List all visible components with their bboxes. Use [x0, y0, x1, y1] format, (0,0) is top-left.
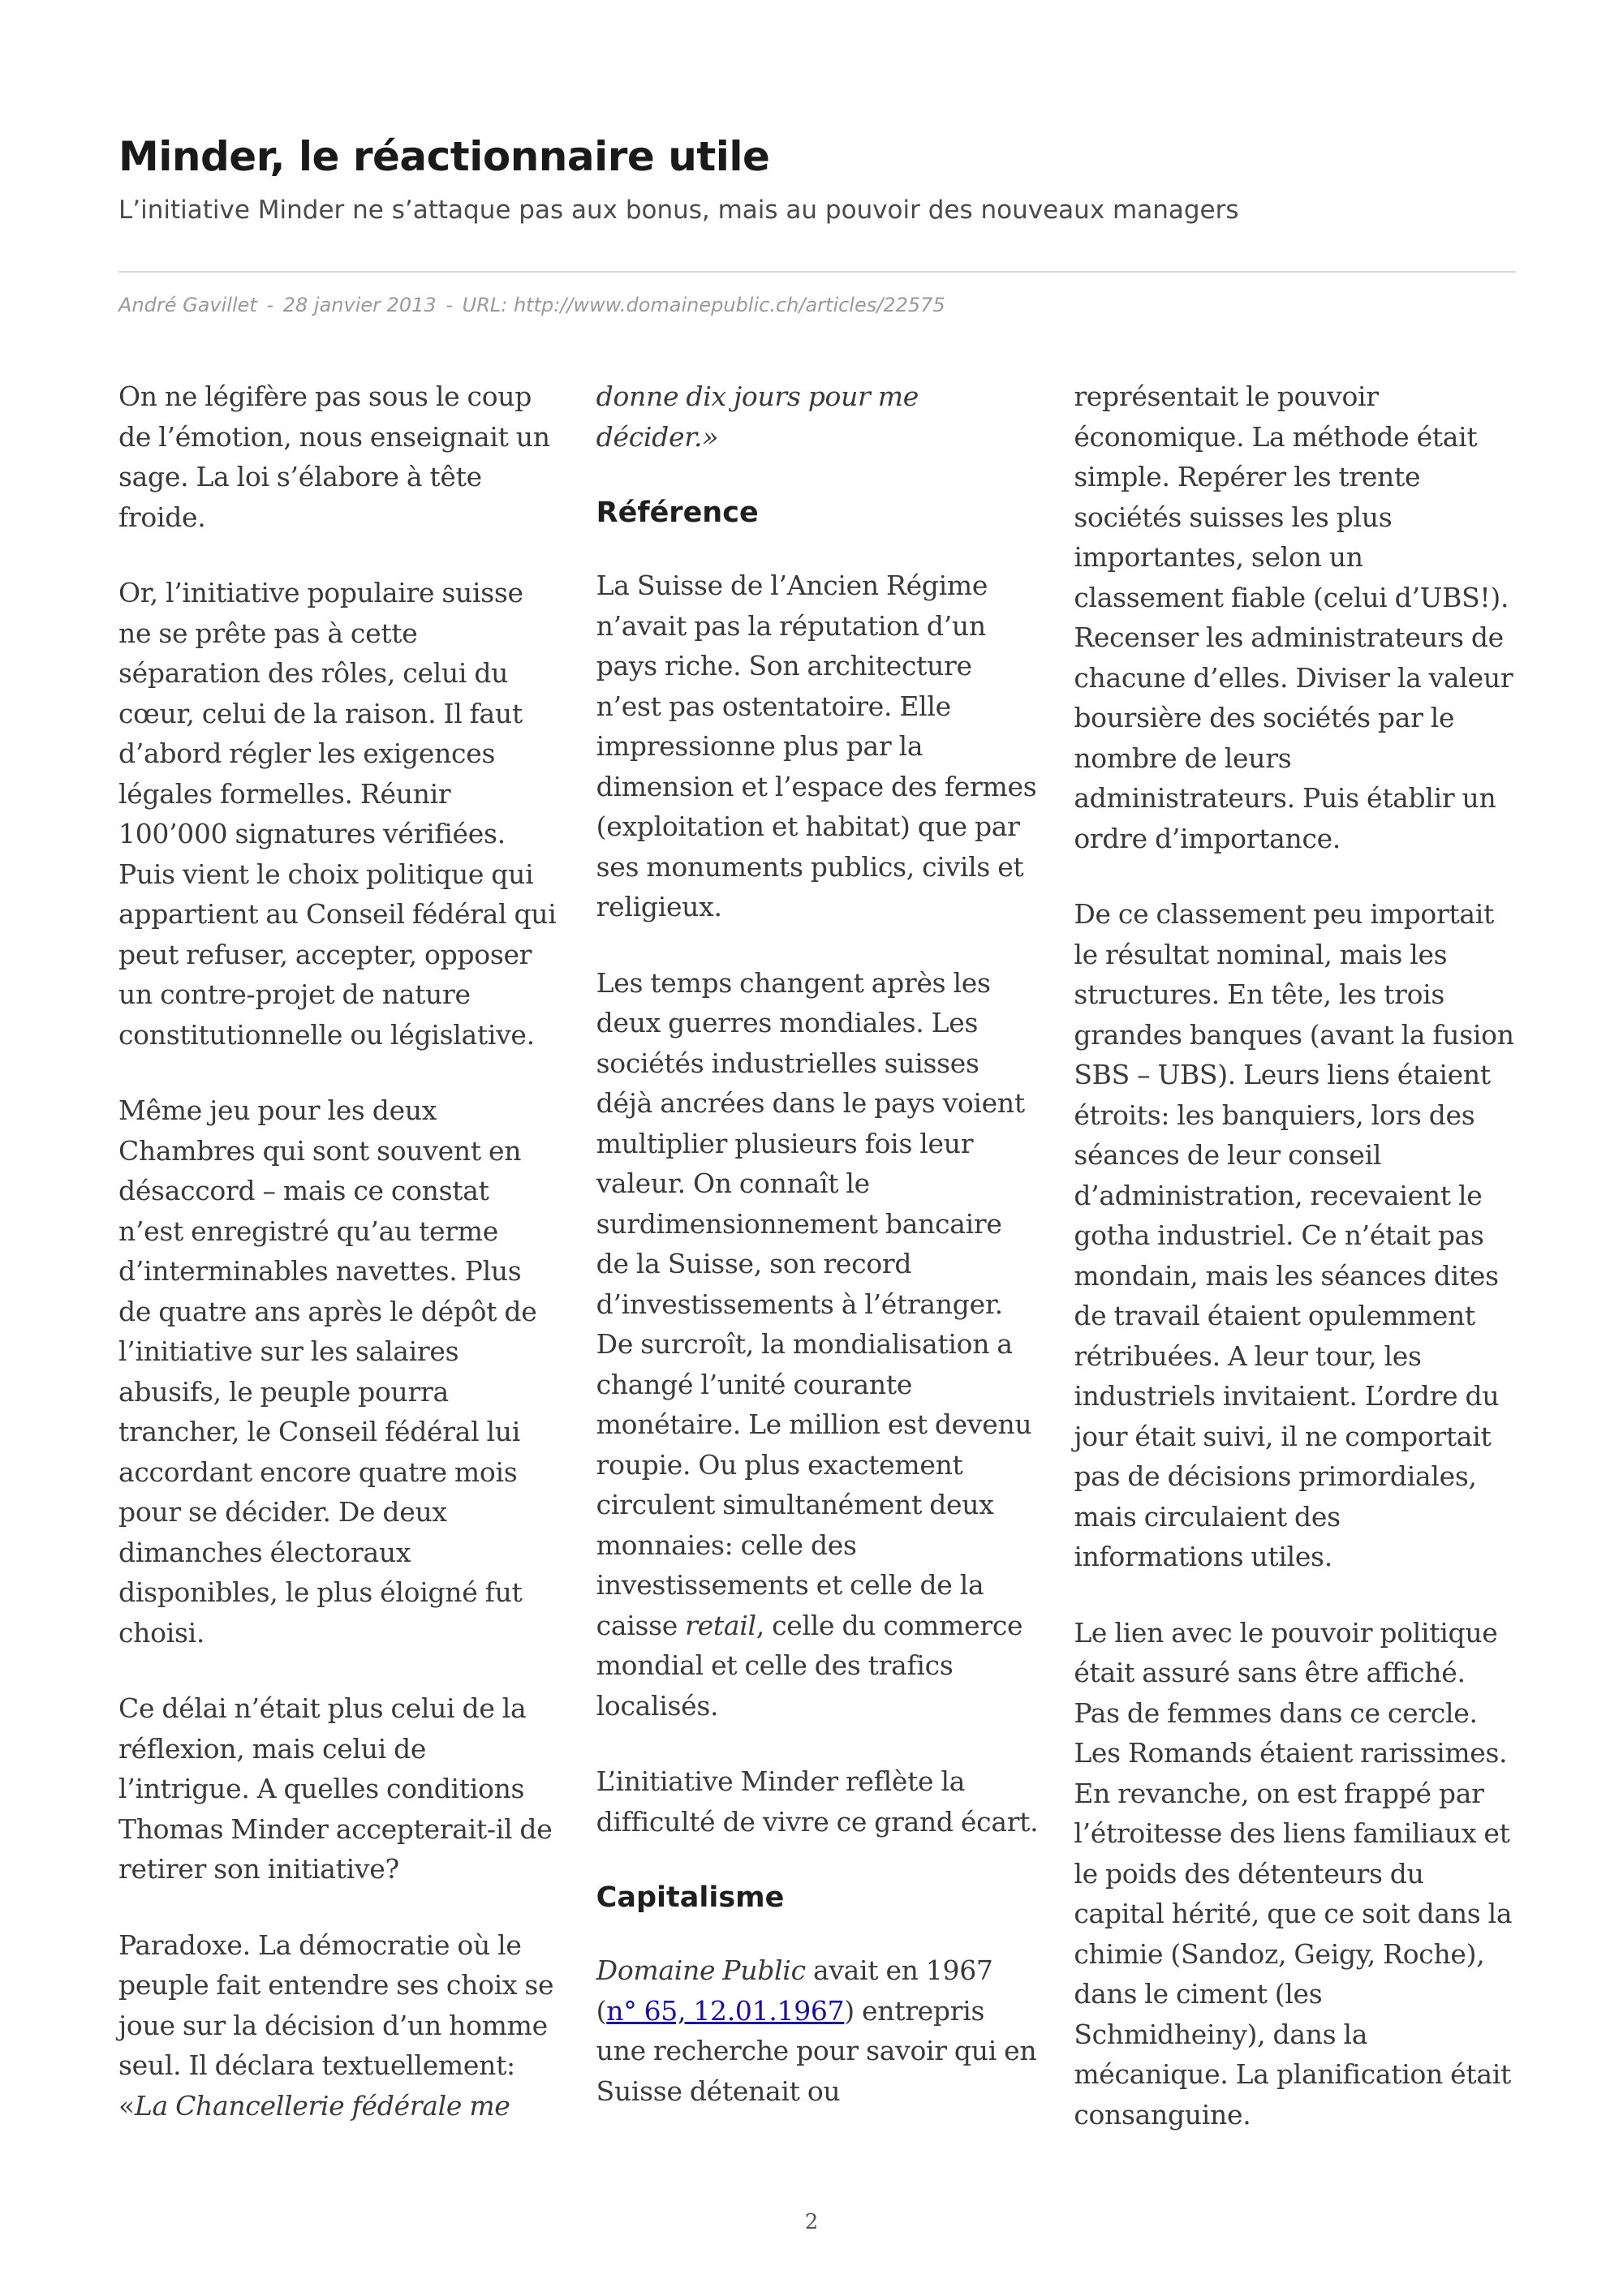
- meta-date: 28 janvier 2013: [282, 294, 437, 316]
- heading-reference: Référence: [596, 497, 759, 529]
- paragraph-3: Même jeu pour les deux Chambres qui sont souvent en désaccord – mais ce constat n’est enregistré qu’au terme d’interminables navettes. Plus de quatre ans après le dépôt de l’initiative sur les salaires abusifs, le peuple pourra trancher, le Conseil fédéral lui accordant encore quatre mois pour se décider. De deux dimanches électoraux disponibles, le plus éloigné fut choisi.: [118, 1094, 537, 1649]
- paragraph-6: La Suisse de l’Ancien Régime n’avait pas la réputation d’un pays riche. Son architecture n’est pas ostentatoire. Elle impressionne plus par la dimension et l’espace des fermes (exploitation et habitat) que par ses monuments publics, civils et religieux.: [596, 570, 1037, 922]
- paragraph-9: [596, 1950, 1039, 2111]
- article-subtitle: L’initiative Minder ne s’attaque pas aux bonus, mais au pouvoir des nouveaux managers: [118, 196, 1239, 225]
- paragraph-7-end: , celle du commerce mondial et celle des trafics localisés.: [596, 1609, 1023, 1722]
- page-number: 2: [804, 2210, 819, 2234]
- paragraph-9-cont: ) entrepris une recherche pour savoir qui en Suisse détenait ou: [596, 1994, 1037, 2107]
- paragraph-1: On ne légifère pas sous le coup de l’émotion, nous enseignait un sage. La loi s’élabore à tête froide.: [118, 381, 550, 533]
- article-title: Minder, le réactionnaire utile: [118, 133, 770, 180]
- term-retail: retail: [685, 1609, 756, 1641]
- heading-capitalisme: Capitalisme: [596, 1881, 785, 1914]
- quote-chancellerie: La Chancellerie fédérale me donne dix jours pour me décider.»: [134, 381, 919, 2122]
- reference-link-dp65[interactable]: n° 65, 12.01.1967: [606, 1994, 845, 2027]
- article-body: [118, 376, 1516, 2178]
- paragraph-9-continued: représentait le pouvoir économique. La méthode était simple. Repérer les trente sociétés suisses les plus importantes, selon un classement fiable (celui d’UBS!). Recenser les administrateurs de chacune d’elles. Diviser la valeur boursière des sociétés par le nombre de leurs administrateurs. Puis établir un ordre d’importance.: [1074, 381, 1513, 854]
- meta-url: http://www.domainepublic.ch/articles/22575: [513, 294, 945, 316]
- paragraph-11: Le lien avec le pouvoir politique était assuré sans être affiché. Pas de femmes dans ce cercle. Les Romands étaient rarissimes. En revanche, on est frappé par l’étroitesse des liens familiaux et le poids des détenteurs du capital hérité, que ce soit dans la chimie (Sandoz, Geigy, Roche), dans le ciment (les Schmidheiny), dans la mécanique. La planification était consanguine.: [1074, 1616, 1513, 2130]
- header-divider: [118, 271, 1516, 273]
- article-meta: André Gavillet - 28 janvier 2013 - URL: http://www.domainepublic.ch/articles/22575: [118, 294, 945, 316]
- meta-author: André Gavillet: [118, 294, 257, 316]
- paragraph-8: L’initiative Minder reflète la difficulté de vivre ce grand écart.: [596, 1765, 1039, 1838]
- article-header: [118, 128, 1516, 229]
- paragraph-9-text: avait en 1967 (: [596, 1954, 993, 2027]
- paragraph-2: Or, l’initiative populaire suisse ne se prête pas à cette séparation des rôles, celui du cœur, celui de la raison. Il faut d’abord régler les exigences légales formelles. Réunir 100’000 signatures vérifiées. Puis vient le choix politique qui appartient au Conseil fédéral qui peut refuser, accepter, opposer un contre-projet de nature constitutionnelle ou législative.: [118, 577, 557, 1051]
- paragraph-7: [596, 963, 1039, 1726]
- meta-url-label: URL:: [462, 294, 508, 316]
- paragraph-10: De ce classement peu importait le résultat nominal, mais les structures. En tête, les trois grandes banques (avant la fusion SBS – UBS). Leurs liens étaient étroits: les banquiers, lors des séances de leur conseil d’administration, recevaient le gotha industriel. Ce n’était pas mondain, mais les séances dites de travail étaient opulemment rétribuées. A leur tour, les industriels invitaient. L’ordre du jour était suivi, il ne comportait pas de décisions primordiales, mais circulaient des informations utiles.: [1074, 898, 1514, 1572]
- paragraph-7-text: Les temps changent après les deux guerres mondiales. Les sociétés industrielles suisses déjà ancrées dans le pays voient multiplier plusieurs fois leur valeur. On connaît le surdimensionnement bancaire de la Suisse, son record d’investissements à l’étranger. De surcroît, la mondialisation a changé l’unité courante monétaire. Le million est devenu roupie. Ou plus exactement circulent simultanément deux monnaies: celle des investissements et celle de la caisse: [596, 966, 1032, 1641]
- paragraph-5-text: Paradoxe. La démocratie où le peuple fait entendre ses choix se joue sur la décision d’un homme seul. Il déclara textuellement: «: [118, 1928, 554, 2122]
- publication-name: Domaine Public: [596, 1954, 806, 1986]
- paragraph-4: Ce délai n’était plus celui de la réflexion, mais celui de l’intrigue. A quelles conditions Thomas Minder accepterait-il de retirer son initiative?: [118, 1692, 553, 1885]
